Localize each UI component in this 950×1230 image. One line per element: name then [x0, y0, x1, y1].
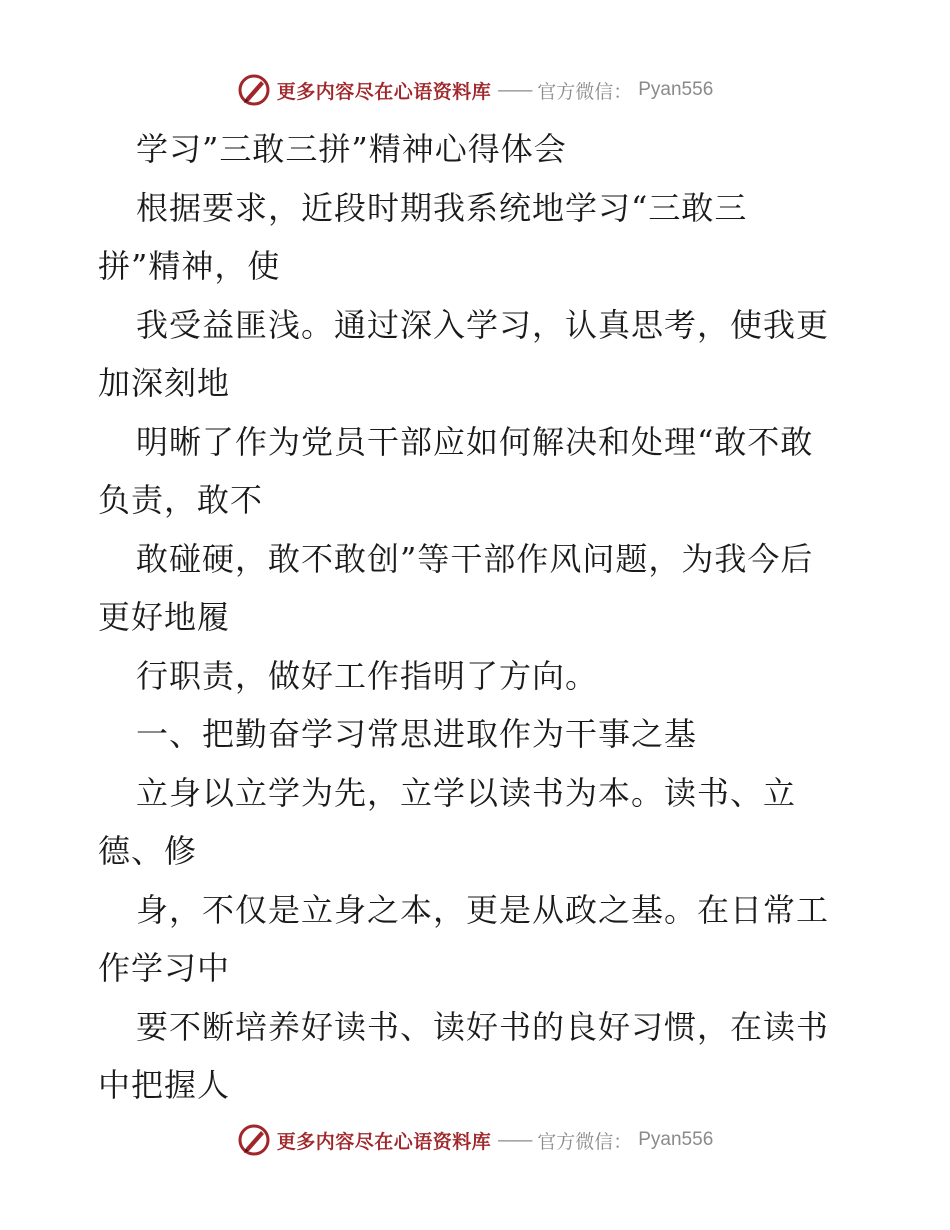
text-line: 立身以立学为先，立学以读书为本。读书、立: [136, 773, 797, 812]
text-line: 我受益匪浅。通过深入学习，认真思考，使我更: [136, 305, 830, 344]
text-line: 要不断培养好读书、读好书的良好习惯，在读书: [136, 1007, 830, 1046]
wechat-label: 官方微信：: [537, 80, 633, 103]
pen-logo-icon: [237, 73, 271, 107]
wechat-id: Pyan556: [638, 1129, 714, 1150]
separator: ——: [497, 79, 532, 101]
text-line: 加深刻地: [98, 364, 231, 402]
text-line: 德、修: [98, 832, 198, 870]
site-name: 更多内容尽在心语资料库: [276, 1130, 492, 1153]
text-line: 明晰了作为党员干部应如何解决和处理“敢不敢: [136, 422, 814, 461]
separator: ——: [497, 1129, 532, 1151]
text-line: 更好地履: [98, 598, 231, 636]
text-line: 中把握人: [98, 1066, 231, 1104]
section-heading: 一、把勤奋学习常思进取作为干事之基: [136, 715, 698, 753]
text-line: 行职责，做好工作指明了方向。: [136, 656, 599, 695]
text-line: 敢碰硬，敢不敢创”等干部作风问题，为我今后: [136, 539, 814, 578]
header-watermark: [0, 70, 950, 110]
wechat-id: Pyan556: [638, 79, 714, 100]
text-line: 根据要求，近段时期我系统地学习“三敢三: [136, 188, 748, 227]
text-line: 负责，敢不: [98, 481, 264, 519]
footer-watermark: [0, 1120, 950, 1160]
pen-logo-icon: [237, 1123, 271, 1157]
document-body: [98, 120, 858, 1115]
wechat-label: 官方微信：: [537, 1130, 633, 1153]
text-line: 身，不仅是立身之本，更是从政之基。在日常工: [136, 890, 830, 929]
doc-title: 学习”三敢三拼”精神心得体会: [136, 130, 567, 168]
site-name: 更多内容尽在心语资料库: [276, 80, 492, 103]
text-line: 作学习中: [98, 949, 231, 987]
text-line: 拼”精神，使: [98, 247, 281, 285]
